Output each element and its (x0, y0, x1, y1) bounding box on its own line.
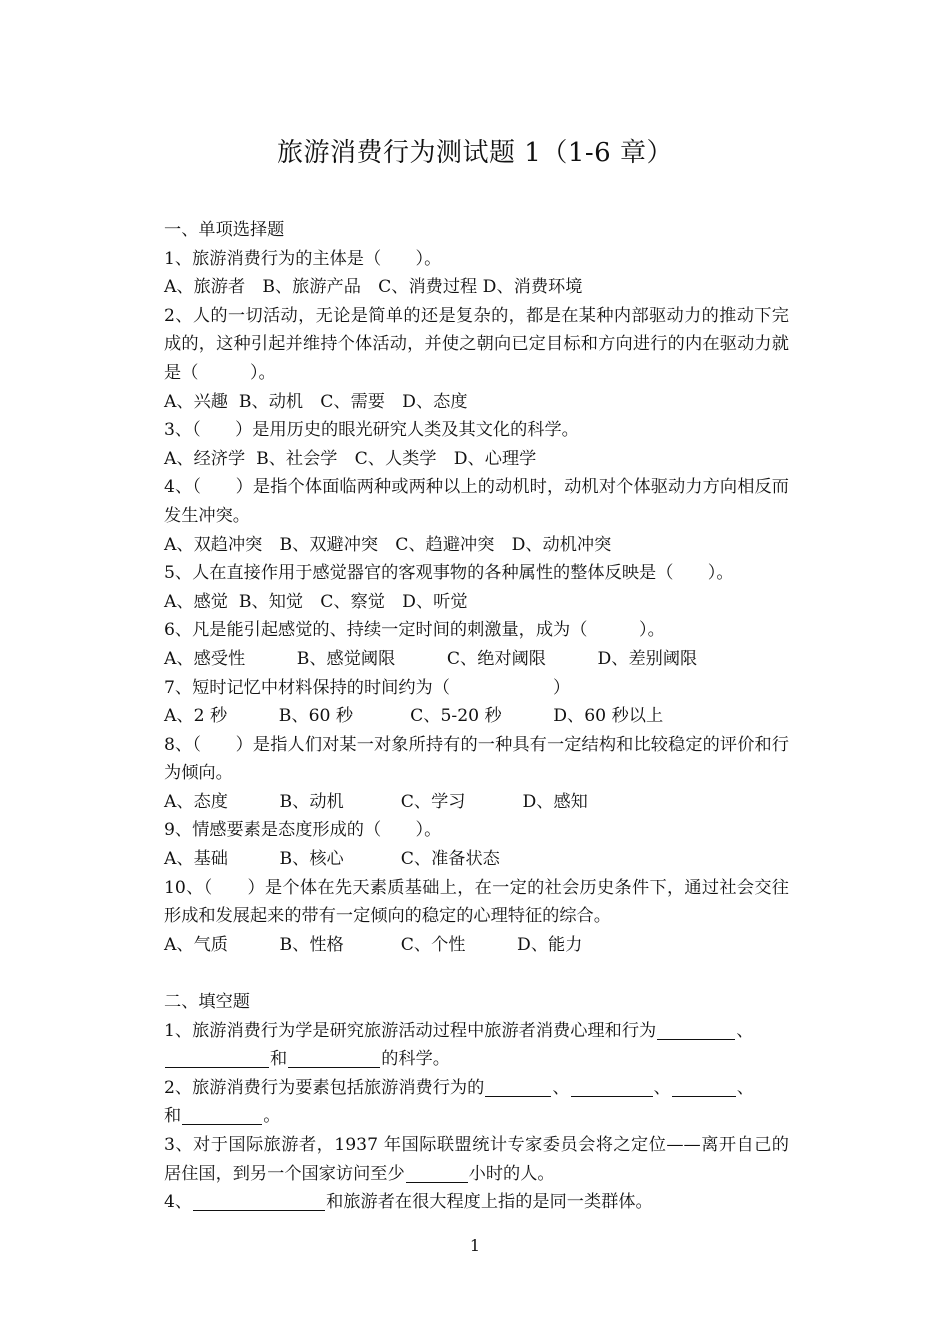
fill-2-end: 。 (263, 1106, 281, 1127)
fill-question-2 (164, 1074, 789, 1131)
section-heading-fill-in: 二、填空题 (164, 992, 250, 1013)
question-10: 10、（ ）是个体在先天素质基础上，在一定的社会历史条件下，通过社会交往形成和发展起来的带有一定倾向的稳定的心理特征的综合。 (164, 877, 789, 927)
section-spacer (164, 959, 789, 988)
section-heading-single-choice: 一、单项选择题 (164, 220, 285, 240)
question-10-options: A、气质 B、性格 C、个性 D、能力 (164, 934, 583, 955)
question-7-options: A、2 秒 B、60 秒 C、5-20 秒 D、60 秒以上 (164, 706, 664, 727)
question-6-options: A、感受性 B、感觉阈限 C、绝对阈限 D、差别阈限 (164, 648, 698, 669)
fill-2-blank-4[interactable] (182, 1104, 262, 1125)
question-1-options: A、旅游者 B、旅游产品 C、消费过程 D、消费环境 (164, 277, 583, 298)
fill-1-end: 的科学。 (381, 1049, 450, 1070)
fill-1-blank-3[interactable] (288, 1047, 380, 1068)
fill-2-text: 2、旅游消费行为要素包括旅游消费行为的 (164, 1077, 485, 1098)
question-9-options: A、基础 B、核心 C、准备状态 (164, 849, 500, 870)
fill-2-sep-3: 、 (736, 1077, 754, 1098)
fill-question-3 (164, 1131, 789, 1188)
question-6: 6、凡是能引起感觉的、持续一定时间的刺激量，成为（ ）。 (164, 620, 665, 641)
fill-2-blank-2[interactable] (571, 1076, 653, 1097)
fill-4-num: 4、 (164, 1192, 193, 1213)
fill-2-sep-2: 、 (653, 1077, 671, 1098)
fill-2-sep-1: 、 (552, 1077, 570, 1098)
fill-4-blank-1[interactable] (193, 1190, 325, 1211)
fill-1-blank-2[interactable] (165, 1047, 269, 1068)
document-title: 旅游消费行为测试题 1（1-6 章） (277, 138, 673, 168)
fill-question-4 (164, 1188, 789, 1217)
question-2-options: A、兴趣 B、动机 C、需要 D、态度 (164, 391, 468, 412)
document-body (164, 216, 789, 1217)
fill-3-text: 3、对于国际旅游者，1937 年国际联盟统计专家委员会将之定位——离开自己的居住国，到另一个国家访问至少 (164, 1135, 789, 1184)
question-1: 1、旅游消费行为的主体是（ ）。 (164, 248, 442, 269)
question-7: 7、短时记忆中材料保持的时间约为（ ） (164, 677, 571, 698)
question-3-options: A、经济学 B、社会学 C、人类学 D、心理学 (164, 448, 537, 469)
fill-2-blank-1[interactable] (485, 1076, 551, 1097)
question-2: 2、人的一切活动，无论是简单的还是复杂的，都是在某种内部驱动力的推动下完成的，这种引起并维持个体活动，并使之朝向已定目标和方向进行的内在驱动力就是（ ）。 (164, 305, 789, 383)
question-5: 5、人在直接作用于感觉器官的客观事物的各种属性的整体反映是（ ）。 (164, 563, 734, 584)
question-8: 8、（ ）是指人们对某一对象所持有的一种具有一定结构和比较稳定的评价和行为倾向。 (164, 734, 789, 784)
fill-2-and: 和 (164, 1106, 182, 1127)
fill-2-blank-3[interactable] (672, 1076, 736, 1097)
question-5-options: A、感觉 B、知觉 C、察觉 D、听觉 (164, 591, 468, 612)
fill-1-text: 1、旅游消费行为学是研究旅游活动过程中旅游者消费心理和行为 (164, 1020, 657, 1041)
question-9: 9、情感要素是态度形成的（ ）。 (164, 820, 442, 841)
question-3: 3、（ ）是用历史的眼光研究人类及其文化的科学。 (164, 420, 579, 441)
fill-3-blank-1[interactable] (406, 1162, 468, 1183)
fill-1-and: 和 (270, 1049, 288, 1070)
page-number: 1 (469, 1236, 481, 1255)
fill-question-1 (164, 1017, 789, 1074)
question-8-options: A、态度 B、动机 C、学习 D、感知 (164, 791, 588, 812)
question-4-options: A、双趋冲突 B、双避冲突 C、趋避冲突 D、动机冲突 (164, 534, 612, 555)
fill-4-text: 和旅游者在很大程度上指的是同一类群体。 (326, 1192, 653, 1213)
fill-3-end: 小时的人。 (468, 1163, 555, 1184)
question-4: 4、（ ）是指个体面临两种或两种以上的动机时，动机对个体驱动力方向相反而发生冲突。 (164, 477, 789, 526)
fill-1-sep: 、 (736, 1020, 754, 1041)
fill-1-blank-1[interactable] (657, 1019, 735, 1040)
